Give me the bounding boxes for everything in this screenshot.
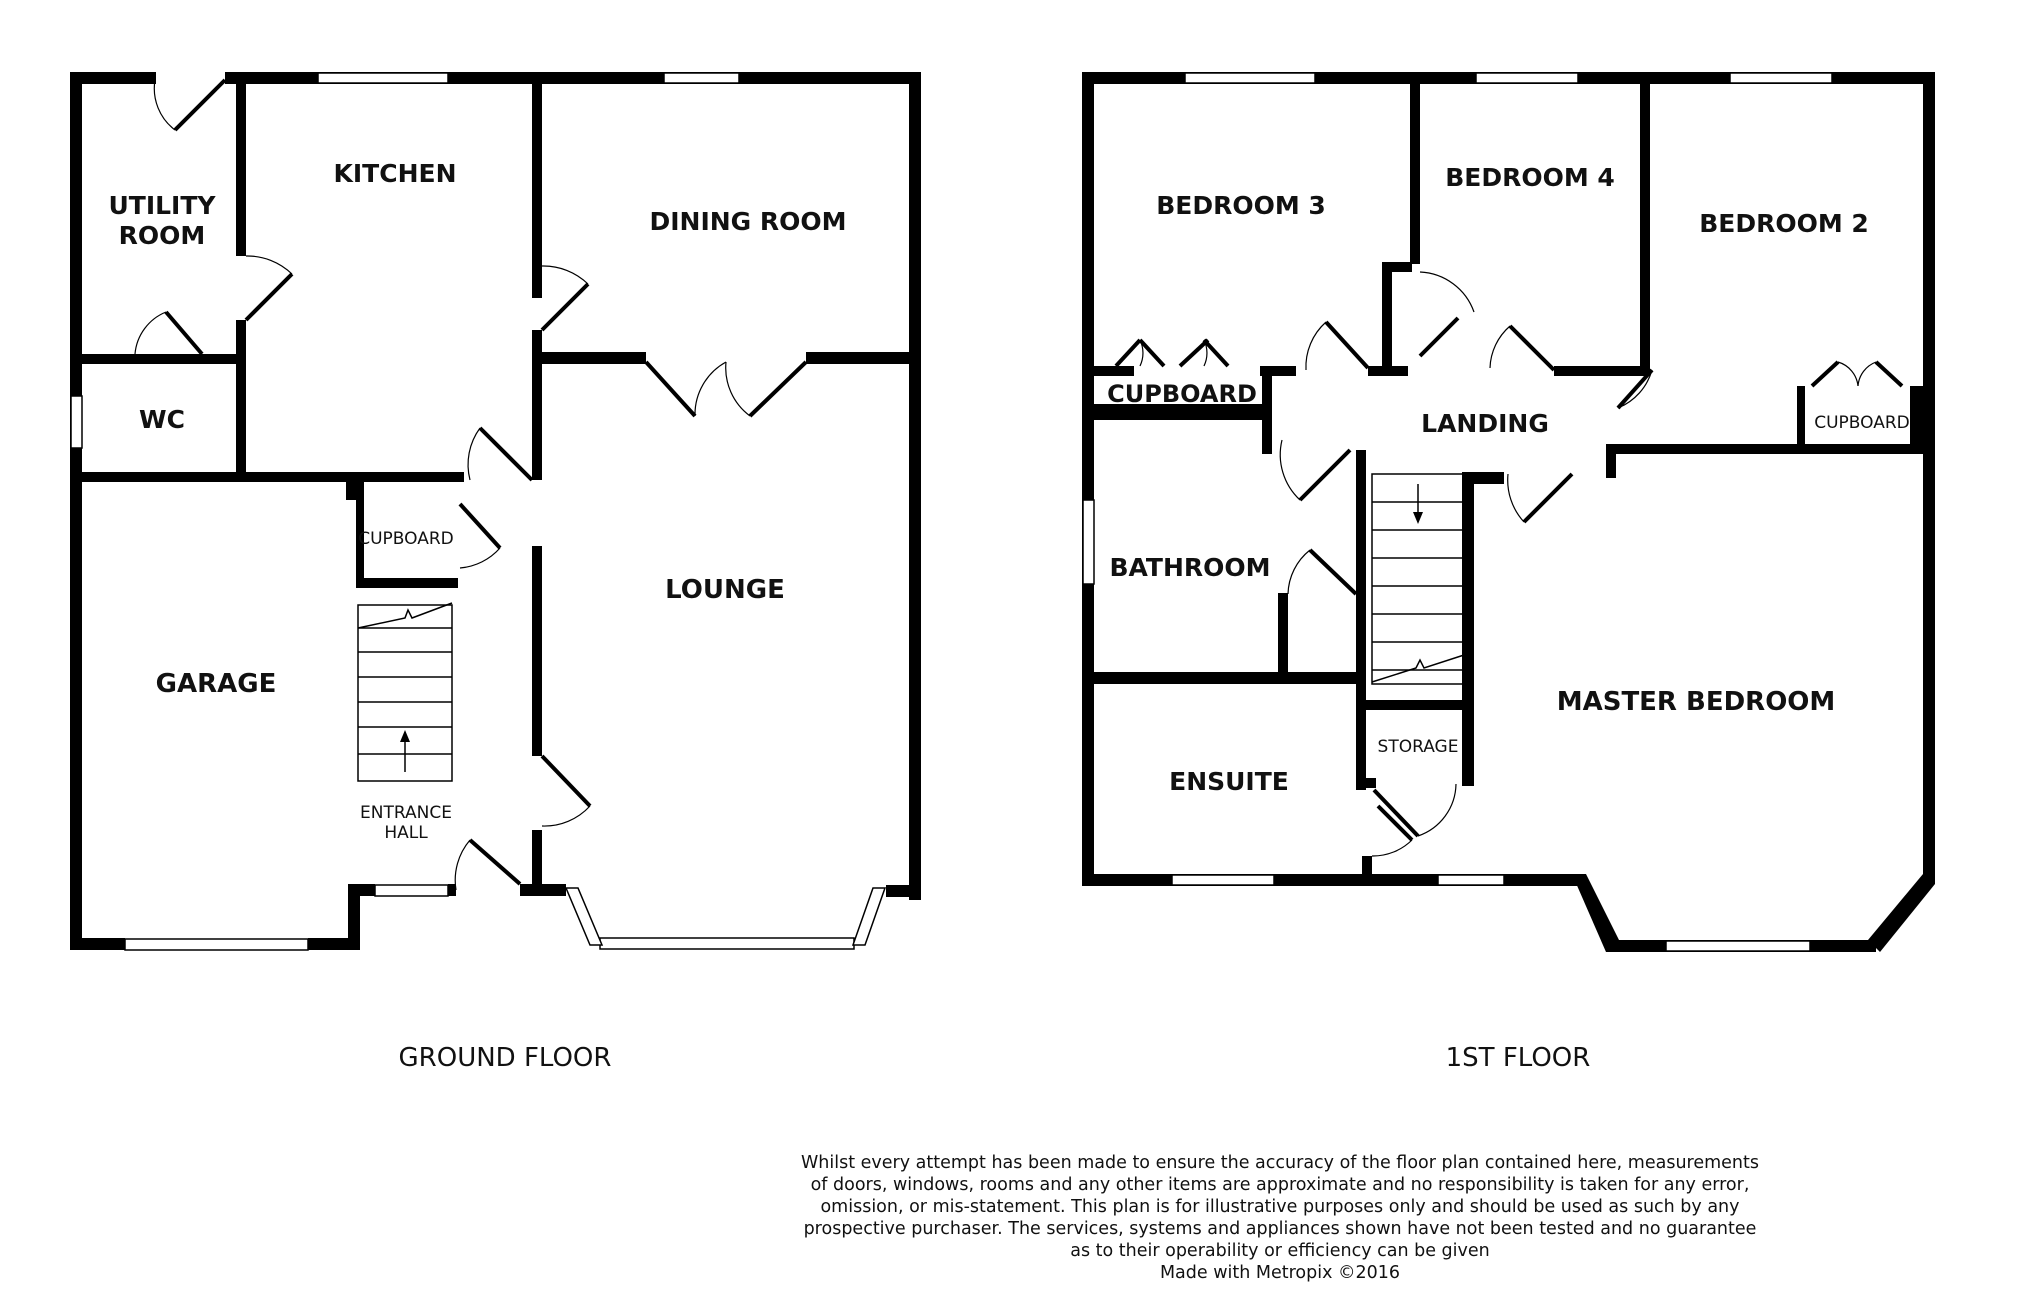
disclaimer-line: of doors, windows, rooms and any other items are approximate and no responsibility is taken for any error,: [810, 1175, 1750, 1195]
room-kitchen-label: KITCHEN: [333, 159, 457, 188]
room-master-bedroom-label: MASTER BEDROOM: [1556, 687, 1836, 717]
room-cupboard-first-left-label: CUPBOARD: [1107, 380, 1257, 408]
room-entrance-label-2: HALL: [384, 823, 428, 843]
room-bedroom4-label: BEDROOM 4: [1445, 163, 1615, 192]
room-utility-label-1: UTILITY: [108, 191, 216, 220]
room-entrance-label-1: ENTRANCE: [360, 803, 452, 823]
room-bedroom2-label: BEDROOM 2: [1699, 209, 1869, 238]
room-wc-label: WC: [139, 405, 185, 434]
disclaimer-text: [780, 1152, 1780, 1284]
disclaimer-line: omission, or mis-statement. This plan is for illustrative purposes only and should be used as such by any: [820, 1197, 1740, 1217]
first-floor-caption: 1ST FLOOR: [1445, 1043, 1591, 1073]
room-ensuite-label: ENSUITE: [1169, 767, 1289, 796]
room-bathroom-label: BATHROOM: [1109, 553, 1271, 582]
metropix-credit: Made with Metropix ©2016: [1159, 1263, 1401, 1283]
room-cupboard-ground-label: CUPBOARD: [358, 529, 454, 549]
room-bedroom3-label: BEDROOM 3: [1156, 191, 1326, 220]
room-garage-label: GARAGE: [155, 669, 277, 699]
room-cupboard-first-right-label: CUPBOARD: [1814, 413, 1910, 433]
disclaimer-line: prospective purchaser. The services, systems and appliances shown have not been tested and no guarantee: [803, 1219, 1757, 1239]
disclaimer-line: Whilst every attempt has been made to ensure the accuracy of the floor plan contained here, measurements: [800, 1153, 1759, 1173]
ground-floor-caption: GROUND FLOOR: [398, 1043, 612, 1073]
room-storage-label: STORAGE: [1377, 737, 1459, 757]
room-utility-label-2: ROOM: [118, 221, 206, 250]
disclaimer-line: as to their operability or efficiency can be given: [1070, 1241, 1490, 1261]
room-lounge-label: LOUNGE: [665, 575, 785, 605]
room-landing-label: LANDING: [1421, 409, 1549, 438]
room-dining-label: DINING ROOM: [649, 207, 847, 236]
